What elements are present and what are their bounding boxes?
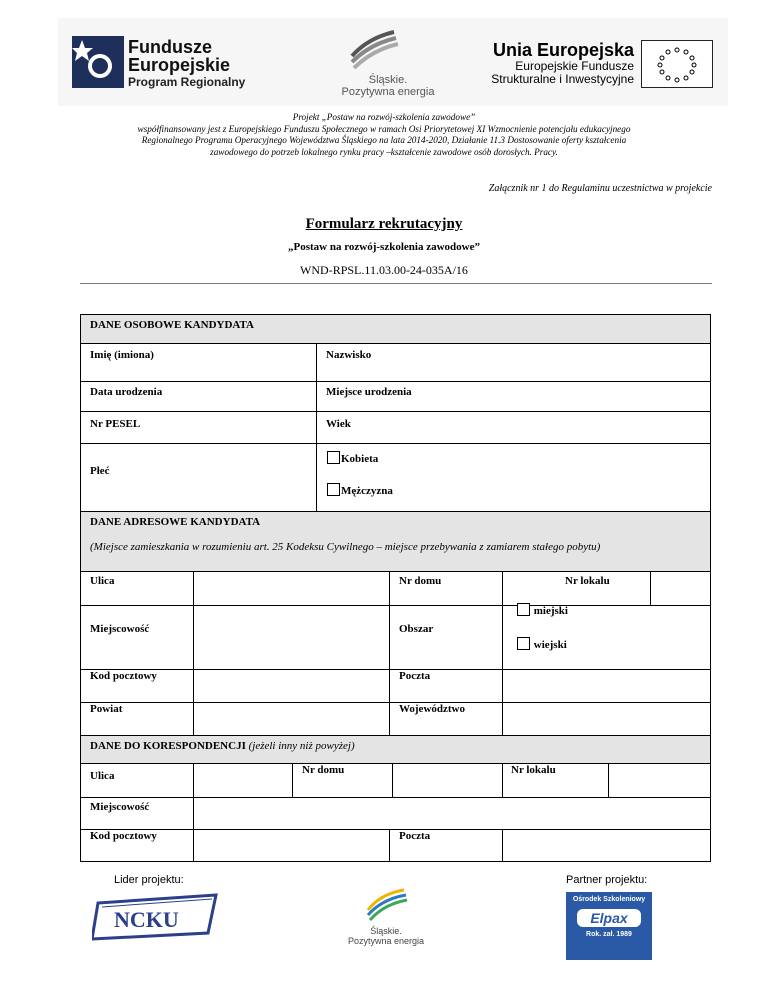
- row-line: [81, 443, 710, 444]
- address-header-text: DANE ADRESOWE KANDYDATA: [90, 516, 261, 528]
- ue-title: Unia Europejska: [492, 40, 634, 60]
- project-description: [60, 112, 708, 158]
- row-line: [81, 605, 710, 606]
- row-line: [81, 511, 710, 512]
- row-line: [81, 411, 710, 412]
- pesel-label: Nr PESEL: [90, 418, 141, 430]
- area-label: Obszar: [399, 623, 434, 635]
- last-name-label: Nazwisko: [326, 349, 372, 361]
- male-checkbox[interactable]: [327, 483, 340, 496]
- elpax-logo: [566, 892, 652, 960]
- form-code: WND-RPSL.11.03.00-24-035A/16: [300, 263, 468, 277]
- col-line: [650, 571, 651, 605]
- col-line: [193, 763, 194, 861]
- ue-line1: Europejskie Fundusze: [515, 59, 634, 73]
- ue-text: [462, 40, 634, 86]
- rural-checkbox[interactable]: [517, 637, 530, 650]
- flat-no-label: Nr lokalu: [565, 575, 610, 587]
- project-line3: Regionalnego Programu Operacyjnego Województwa Śląskiego na lata 2014-2020, Działanie 11.3 Dostosowanie oferty kształcenia: [141, 135, 627, 145]
- urban-option[interactable]: [508, 603, 568, 617]
- personal-section-header: [81, 315, 710, 343]
- col-line: [608, 763, 609, 797]
- slaskie-tagline: [338, 74, 438, 98]
- corr-flat-no-label: Nr lokalu: [511, 764, 556, 776]
- rural-label: wiejski: [533, 639, 567, 651]
- corr-post-label: Poczta: [399, 830, 431, 842]
- birth-place-label: Miejsce urodzenia: [326, 386, 412, 398]
- rural-option[interactable]: [508, 637, 567, 651]
- address-note: (Miejsce zamieszkania w rozumieniu art. 25 Kodeksu Cywilnego – miejsce przebywania z zamiarem stałego pobytu): [90, 541, 601, 553]
- male-label: Mężczyzna: [341, 485, 393, 497]
- project-line2: współfinansowany jest z Europejskiego Funduszu Społecznego w ramach Osi Priorytetowej XI Wzmocnienie potencjału edukacyjnego: [137, 123, 631, 134]
- attachment-note: Załącznik nr 1 do Regulaminu uczestnictwa w projekcie: [488, 183, 712, 194]
- personal-header-text: DANE OSOBOWE KANDYDATA: [90, 319, 254, 331]
- corr-city-label: Miejscowość: [90, 801, 150, 813]
- birth-date-label: Data urodzenia: [90, 386, 163, 398]
- slaskie-logo-icon: [348, 28, 400, 70]
- row-line: [81, 763, 710, 764]
- urban-checkbox[interactable]: [517, 603, 530, 616]
- voivodeship-label: Województwo: [399, 703, 465, 715]
- male-option[interactable]: [317, 483, 393, 497]
- city-label: Miejscowość: [90, 623, 150, 635]
- fundusze-europejskie-text: [128, 38, 245, 90]
- post-label: Poczta: [399, 670, 431, 682]
- elpax-bottom: Rok. zał. 1989: [586, 931, 632, 938]
- recruitment-form-table: [80, 314, 711, 862]
- female-option[interactable]: [317, 451, 378, 465]
- row-line: [81, 381, 710, 382]
- urban-label: miejski: [533, 605, 568, 617]
- corr-street-label: Ulica: [90, 770, 115, 782]
- form-title: Formularz rekrutacyjny: [305, 216, 463, 232]
- female-label: Kobieta: [341, 453, 379, 465]
- county-label: Powiat: [90, 703, 123, 715]
- ue-line2: Strukturalne i Inwestycyjne: [491, 72, 634, 86]
- slaskie-footer-tagline: [336, 926, 436, 946]
- ncku-text: NCKU: [114, 907, 179, 932]
- postcode-label: Kod pocztowy: [90, 670, 157, 682]
- row-line: [81, 797, 710, 798]
- ncku-logo-icon: [92, 893, 222, 941]
- divider: [80, 283, 712, 284]
- slaskie-line1: Śląskie.: [368, 74, 408, 86]
- sex-label: Płeć: [90, 465, 110, 477]
- correspondence-header-text: DANE DO KORESPONDENCJI: [90, 740, 246, 752]
- address-section-header: [81, 511, 710, 571]
- age-label: Wiek: [326, 418, 351, 430]
- corr-house-no-label: Nr domu: [302, 764, 345, 776]
- fundusze-europejskie-logo-icon: [72, 36, 124, 88]
- house-no-label: Nr domu: [399, 575, 442, 587]
- street-label: Ulica: [90, 575, 115, 587]
- elpax-name: Elpax: [577, 909, 641, 927]
- corr-postcode-label: Kod pocztowy: [90, 830, 157, 842]
- partner-label: Partner projektu:: [566, 874, 648, 886]
- slaskie-line2: Pozytywna energia: [341, 86, 435, 98]
- fe-line3: Program Regionalny: [128, 75, 246, 89]
- eu-flag-icon: [641, 40, 713, 88]
- fe-line1: Fundusze: [128, 37, 212, 57]
- col-line: [502, 829, 503, 861]
- slaskie-footer-line2: Pozytywna energia: [347, 936, 425, 946]
- row-line: [81, 343, 710, 344]
- col-line: [392, 763, 393, 797]
- row-line: [81, 571, 710, 572]
- leader-label: Lider projektu:: [114, 874, 184, 886]
- elpax-top: Ośrodek Szkoleniowy: [572, 896, 646, 903]
- female-checkbox[interactable]: [327, 451, 340, 464]
- form-subtitle: „Postaw na rozwój-szkolenia zawodowe”: [288, 241, 480, 253]
- col-line: [502, 571, 503, 735]
- project-line4: zawodowego do potrzeb lokalnego rynku pracy –kształcenie zawodowe osób dorosłych. Pracy.: [210, 146, 558, 157]
- correspondence-section-header: [81, 735, 710, 763]
- row-line: [81, 735, 710, 736]
- slaskie-footer-logo-icon: [364, 886, 408, 922]
- first-name-label: Imię (imiona): [90, 349, 154, 361]
- col-line: [193, 571, 194, 735]
- project-line1: Projekt „Postaw na rozwój-szkolenia zawodowe”: [292, 112, 476, 122]
- slaskie-footer-line1: Śląskie.: [370, 926, 402, 936]
- correspondence-note: (jeżeli inny niż powyżej): [248, 740, 355, 752]
- fe-line2: Europejskie: [128, 55, 231, 75]
